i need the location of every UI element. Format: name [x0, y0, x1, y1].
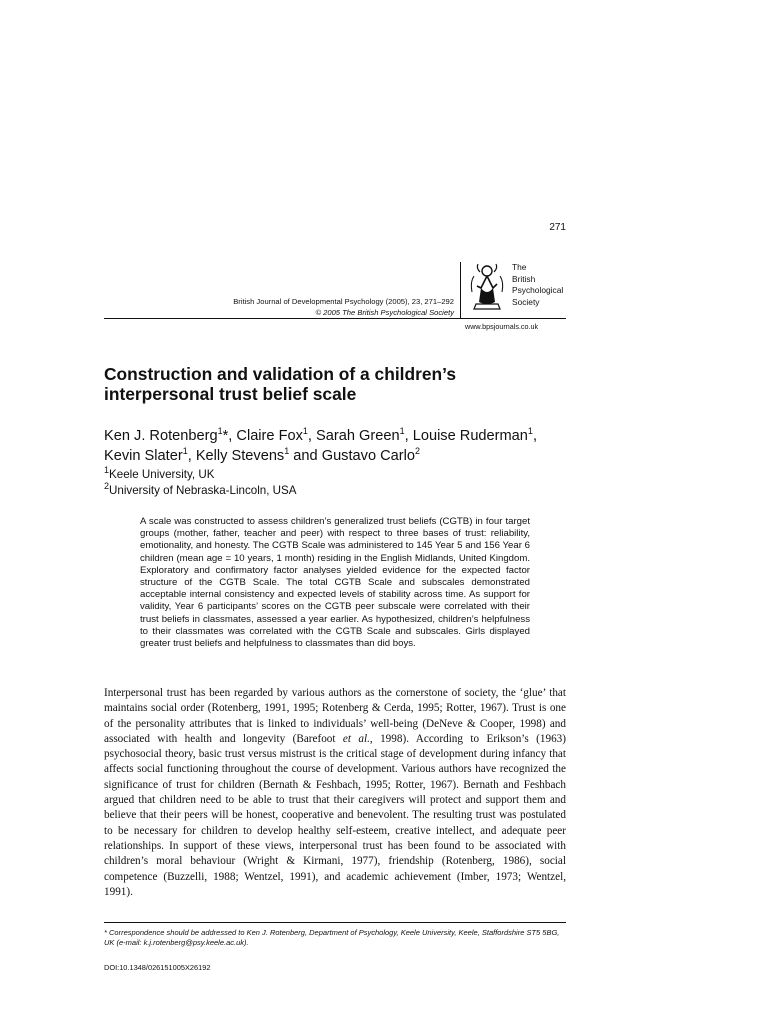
footnote-rule — [104, 922, 566, 923]
body-paragraph: Interpersonal trust has been regarded by various authors as the cornerstone of society, the ‘glue’ that maintains social order (Rotenberg, 1991, 1995; Rotenberg & Cerda, 1995; Rotter, 1967). Trust is one of the personality attributes that is linked to individuals’ well-being (DeNeve & Cooper, 1998) and associated with health and longevity (Barefoot et al., 1998). According to Erikson’s (1963) psychosocial theory, basic trust versus mistrust is the critical stage of development during infancy that affects social functioning throughout the course of development. Various authors have recognized the significance of trust for children (Bernath & Feshbach, 1995; Rotter, 1967). Bernath and Feshbach argued that children need to be able to trust that their caregivers will protect and support them and believe that their peers will be honest, cooperative and benevolent. The resulting trust was postulated to be necessary for children to develop healthy self-esteem, creative intellect, and adequate peer relationships. In support of these views, interpersonal trust has been found to be associated with children’s moral behaviour (Wright & Kirmani, 1977), friendship (Rotenberg, 1986), social competence (Buzzelli, 1988; Wentzel, 1991), and academic achievement (Imber, 1973; Wentzel, 1991). — [104, 687, 566, 898]
abstract: A scale was constructed to assess children’s generalized trust beliefs (CGTB) in four target groups (mother, father, teacher and peer) with respect to three bases of trust: reliability, emotionality, and honesty. The CGTB Scale was administered to 145 Year 5 and 156 Year 6 children (mean age = 10 years, 1 month) residing in the English Midlands, United Kingdom. Exploratory and confirmatory factor analyses yielded evidence for the expected factor structure of the CGTB Scale. The total CGTB Scale and subscales demonstrated acceptable internal consistency and expected levels of stability across time. As support for validity, Year 6 participants’ scores on the CGTB peer subscale were correlated with their trust beliefs in classmates, assessed a year earlier. As hypothesized, children’s helpfulness to their classmates was correlated with the CGTB Scale and subscales. Girls displayed greater trust beliefs and helpfulness to classmates than did boys. — [140, 516, 530, 650]
author: Kelly Stevens$^1$ — [195, 445, 290, 464]
journal-copyright: © 2005 The British Psychological Society — [315, 308, 454, 317]
article-title — [104, 364, 574, 404]
page-number: 271 — [549, 222, 566, 233]
journal-citation-block — [150, 296, 454, 318]
society-line: The — [512, 262, 527, 272]
affiliation: $^2$University of Nebraska-Lincoln, USA — [104, 481, 297, 497]
journal-citation: British Journal of Developmental Psychology (2005), 23, 271–292 — [233, 297, 454, 306]
journal-url: www.bpsjournals.co.uk — [465, 322, 539, 331]
title-line: Construction and validation of a children’s — [104, 364, 457, 384]
header-rule — [104, 318, 566, 319]
author: Ken J. Rotenberg$^1$* — [104, 426, 229, 444]
doi: DOI:10.1348/026151005X26192 — [104, 963, 211, 972]
title-line: interpersonal trust belief scale — [104, 384, 357, 404]
author: Kevin Slater$^1$ — [104, 445, 188, 464]
affiliation: $^1$Keele University, UK — [104, 465, 215, 481]
author-list: Ken J. Rotenberg$^1$*, Claire Fox$^1$, Sarah Green$^1$, Louise Ruderman$^1$, Kevin Slater$^1$, Kelly Stevens$^1$ and Gustavo Carlo$^2$ — [104, 426, 537, 464]
author: Louise Ruderman$^1$ — [412, 426, 533, 444]
society-line: British — [512, 273, 536, 284]
affiliations — [104, 467, 297, 499]
header-vertical-rule — [460, 262, 461, 318]
bps-logo-icon — [468, 262, 506, 312]
society-name — [512, 262, 563, 308]
author: Sarah Green$^1$ — [316, 426, 405, 444]
author: Claire Fox$^1$ — [236, 426, 308, 444]
society-line: Psychological — [512, 285, 564, 296]
correspondence-footnote: * Correspondence should be addressed to Ken J. Rotenberg, Department of Psychology, Keele University, Keele, Staffordshire ST5 5BG, UK (e-mail: k.j.rotenberg@psy.keele.ac.uk). — [104, 928, 560, 948]
society-line: Society — [512, 296, 540, 307]
author: Gustavo Carlo$^2$ — [321, 445, 421, 464]
